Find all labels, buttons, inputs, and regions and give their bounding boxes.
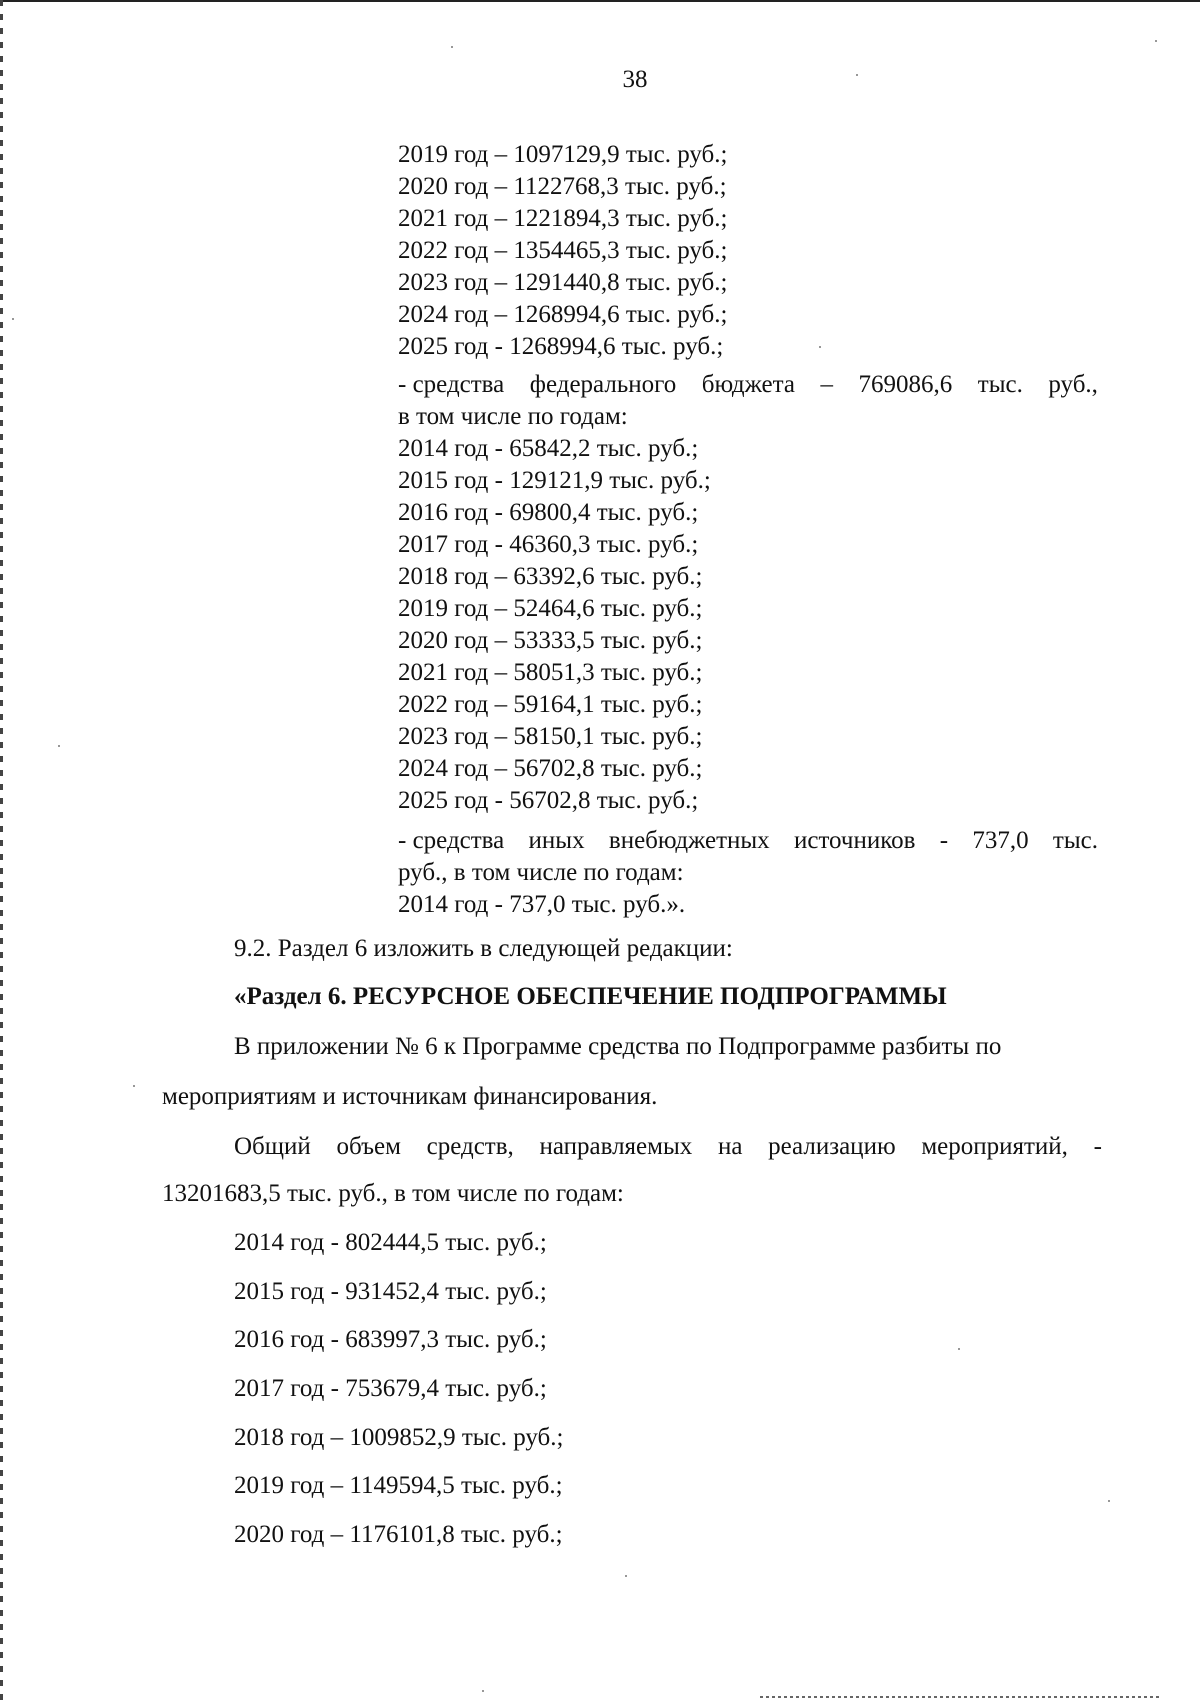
paragraph-line: мероприятиям и источникам финансирования. <box>162 1083 658 1110</box>
federal-year-line: 2021 год – 58051,3 тыс. руб.; <box>398 659 703 686</box>
continuation-line: 2019 год – 1097129,9 тыс. руб.; <box>398 141 728 168</box>
continuation-line: 2020 год – 1122768,3 тыс. руб.; <box>398 173 727 200</box>
word: на <box>717 1133 743 1160</box>
federal-year-line: 2018 год – 63392,6 тыс. руб.; <box>398 563 703 590</box>
scan-speck <box>451 46 453 48</box>
word: - <box>939 827 949 854</box>
word: - средства <box>398 371 505 398</box>
word: направляемых <box>539 1133 693 1160</box>
continuation-line: 2024 год – 1268994,6 тыс. руб.; <box>398 301 728 328</box>
year-line: 2015 год - 931452,4 тыс. руб.; <box>234 1278 547 1305</box>
word: 769086,6 <box>858 371 953 398</box>
scan-speck <box>819 346 821 348</box>
word: реализацию <box>768 1133 896 1160</box>
federal-year-line: 2017 год - 46360,3 тыс. руб.; <box>398 531 699 558</box>
federal-year-line: 2016 год - 69800,4 тыс. руб.; <box>398 499 699 526</box>
continuation-line: 2021 год – 1221894,3 тыс. руб.; <box>398 205 728 232</box>
extra-budget-heading <box>398 825 1098 857</box>
word: руб., <box>1048 371 1098 398</box>
word: средств, <box>426 1133 514 1160</box>
word: Общий <box>234 1133 311 1160</box>
federal-budget-heading <box>398 369 1098 401</box>
year-line: 2019 год – 1149594,5 тыс. руб.; <box>234 1472 563 1499</box>
word: источников <box>793 827 916 854</box>
word: - <box>1093 1133 1102 1160</box>
year-line: 2017 год - 753679,4 тыс. руб.; <box>234 1375 547 1402</box>
word: мероприятий, <box>921 1133 1068 1160</box>
federal-budget-subheading: в том числе по годам: <box>398 403 628 430</box>
paragraph-line: 13201683,5 тыс. руб., в том числе по годам: <box>162 1180 624 1207</box>
federal-year-line: 2019 год – 52464,6 тыс. руб.; <box>398 595 703 622</box>
scan-speck <box>1108 1500 1110 1502</box>
federal-year-line: 2022 год – 59164,1 тыс. руб.; <box>398 691 703 718</box>
scan-speck <box>482 1690 484 1692</box>
page-top-border <box>0 0 1200 2</box>
extra-budget-line: 2014 год - 737,0 тыс. руб.». <box>398 891 686 918</box>
scan-speck <box>58 745 60 747</box>
federal-year-line: 2020 год – 53333,5 тыс. руб.; <box>398 627 703 654</box>
word: тыс. <box>977 371 1023 398</box>
word: тыс. <box>1052 827 1098 854</box>
year-line: 2016 год - 683997,3 тыс. руб.; <box>234 1326 547 1353</box>
federal-year-line: 2023 год – 58150,1 тыс. руб.; <box>398 723 703 750</box>
federal-year-line: 2025 год - 56702,8 тыс. руб.; <box>398 787 699 814</box>
word: бюджета <box>701 371 795 398</box>
continuation-line: 2025 год - 1268994,6 тыс. руб.; <box>398 333 724 360</box>
year-line: 2014 год - 802444,5 тыс. руб.; <box>234 1229 547 1256</box>
scan-speck <box>1155 40 1157 42</box>
paragraph-line: В приложении № 6 к Программе средства по Подпрограмме разбиты по <box>234 1033 1002 1060</box>
scan-speck <box>958 1348 960 1350</box>
clause-text: 9.2. Раздел 6 изложить в следующей редакции: <box>234 935 733 962</box>
page-number: 38 <box>622 66 648 93</box>
federal-year-line: 2014 год - 65842,2 тыс. руб.; <box>398 435 699 462</box>
scan-speck <box>12 318 14 320</box>
section-title: «Раздел 6. РЕСУРСНОЕ ОБЕСПЕЧЕНИЕ ПОДПРОГРАММЫ <box>234 983 947 1010</box>
word: федерального <box>529 371 677 398</box>
extra-budget-line: руб., в том числе по годам: <box>398 859 684 886</box>
year-line: 2020 год – 1176101,8 тыс. руб.; <box>234 1521 563 1548</box>
year-line: 2018 год – 1009852,9 тыс. руб.; <box>234 1424 564 1451</box>
federal-year-line: 2024 год – 56702,8 тыс. руб.; <box>398 755 703 782</box>
word: объем <box>336 1133 401 1160</box>
word: – <box>820 371 833 398</box>
continuation-line: 2023 год – 1291440,8 тыс. руб.; <box>398 269 728 296</box>
scan-speck <box>856 74 858 76</box>
scan-left-edge <box>0 0 3 1708</box>
federal-year-line: 2015 год - 129121,9 тыс. руб.; <box>398 467 711 494</box>
scan-speck <box>133 1085 135 1087</box>
scan-bottom-edge <box>760 1696 1160 1698</box>
paragraph-line-justified <box>234 1131 1102 1163</box>
word: 737,0 <box>972 827 1029 854</box>
continuation-line: 2022 год – 1354465,3 тыс. руб.; <box>398 237 728 264</box>
word: внебюджетных <box>608 827 770 854</box>
word: - средства <box>398 827 505 854</box>
word: иных <box>528 827 585 854</box>
scan-speck <box>625 1575 627 1577</box>
